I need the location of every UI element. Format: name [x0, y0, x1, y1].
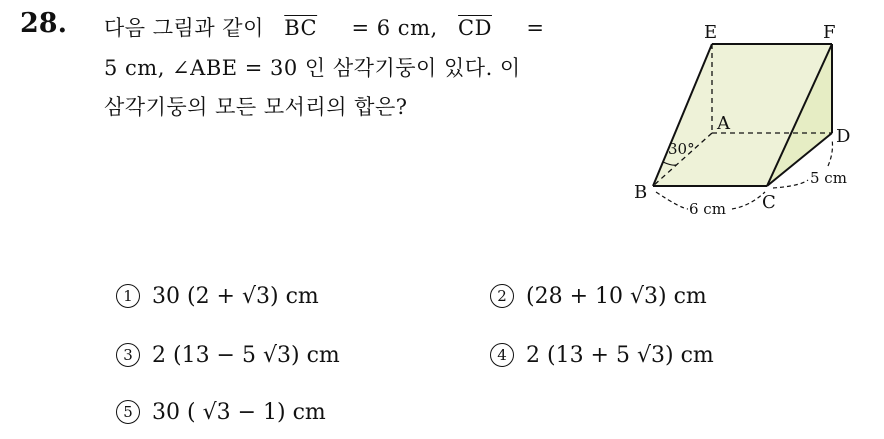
cd-dimension-arc-top — [828, 139, 833, 166]
choice-number: 5 — [116, 400, 140, 424]
choice-1[interactable] — [116, 284, 319, 309]
choice-number: 4 — [490, 343, 514, 367]
angle-label: 30° — [668, 140, 695, 158]
label-b: B — [634, 182, 648, 203]
choice-text: (28 + 10 √3) cm — [526, 284, 707, 309]
triangular-prism-figure — [620, 18, 880, 233]
choice-5[interactable] — [116, 400, 326, 425]
choice-2[interactable] — [490, 284, 707, 309]
bc-dimension-arc-right — [732, 192, 765, 209]
segment-cd: $\overline{CD}$ — [458, 16, 492, 40]
label-a: A — [717, 113, 730, 134]
question-prefix: 다음 그림과 같이 — [104, 16, 264, 40]
question-line-2: 5 cm, ∠ABE = 30 인 삼각기둥이 있다. 이 — [104, 56, 521, 80]
choice-text: 2 (13 − 5 √3) cm — [152, 343, 340, 368]
choice-number: 3 — [116, 343, 140, 367]
choice-text: 2 (13 + 5 √3) cm — [526, 343, 714, 368]
cd-dimension-arc — [773, 180, 808, 188]
bc-equation: = 6 cm, — [351, 16, 438, 40]
label-d: D — [836, 126, 851, 147]
question-number: 28. — [20, 8, 67, 39]
choice-text: 30 (2 + √3) cm — [152, 284, 319, 309]
segment-bc: $\overline{BC}$ — [284, 16, 318, 40]
question-line-3: 삼각기둥의 모든 모서리의 합은? — [104, 95, 408, 119]
choice-number: 1 — [116, 284, 140, 308]
label-f: F — [823, 22, 836, 43]
choice-4[interactable] — [490, 343, 714, 368]
choice-text: 30 ( √3 − 1) cm — [152, 400, 326, 425]
bc-length-label: 6 cm — [689, 200, 726, 218]
equals-sign: = — [526, 16, 545, 40]
label-e: E — [704, 22, 718, 43]
cd-length-label: 5 cm — [810, 169, 847, 187]
label-c: C — [762, 192, 776, 213]
choice-number: 2 — [490, 284, 514, 308]
bc-dimension-arc — [656, 192, 688, 209]
question-line-1 — [104, 12, 544, 42]
choice-3[interactable] — [116, 343, 340, 368]
